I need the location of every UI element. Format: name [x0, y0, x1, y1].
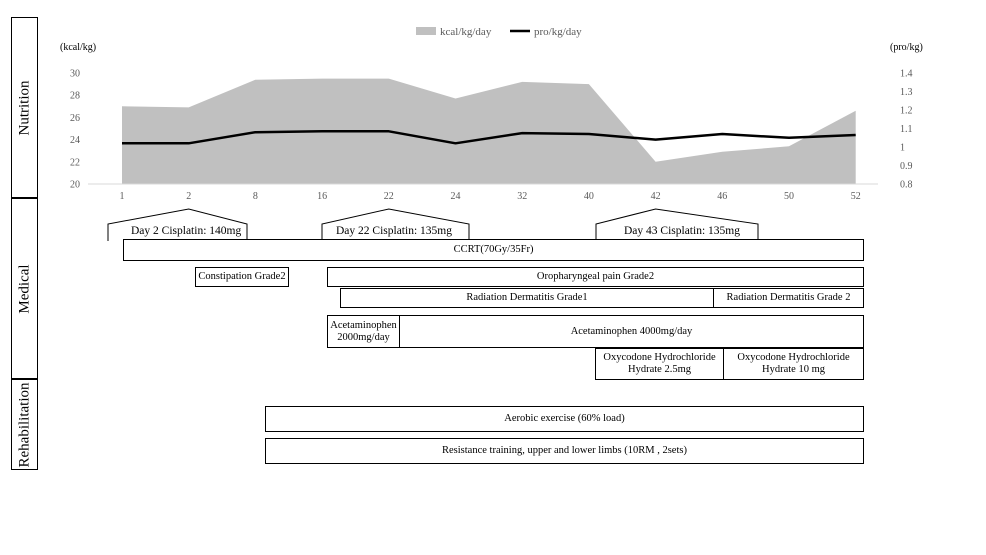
x-tick-label: 42: [650, 191, 661, 202]
acetaminophen-4000-bar: Acetaminophen 4000mg/day: [400, 315, 864, 348]
y-left-tick-label: 30: [70, 68, 80, 80]
cisplatin-dose-2: Day 22 Cisplatin: 135mg: [336, 225, 452, 237]
x-tick-label: 8: [252, 191, 258, 202]
y-left-tick-label: 22: [70, 157, 80, 169]
x-tick-label: 1: [119, 191, 125, 202]
oxycodone-2-5mg-bar: Oxycodone Hydrochloride Hydrate 2.5mg: [595, 348, 724, 380]
legend-protein-label: pro/kg/day: [534, 26, 582, 38]
y-left-tick-label: 24: [70, 135, 80, 147]
ccrt-bar: CCRT(70Gy/35Fr): [123, 239, 864, 261]
legend-kcal-swatch: [416, 27, 436, 35]
medical-label: Medical: [16, 263, 32, 314]
radiation-dermatitis-grade2-bar: Radiation Dermatitis Grade 2: [714, 288, 864, 308]
oropharyngeal-pain-bar: Oropharyngeal pain Grade2: [327, 267, 864, 287]
y-left-tick-label: 28: [70, 90, 80, 102]
y-right-tick-label: 1: [900, 142, 905, 154]
cisplatin-dose-3: Day 43 Cisplatin: 135mg: [624, 225, 740, 237]
oxycodone-10mg-bar: Oxycodone Hydrochloride Hydrate 10 mg: [724, 348, 864, 380]
x-tick-label: 46: [717, 191, 728, 202]
radiation-dermatitis-grade1-bar: Radiation Dermatitis Grade1: [340, 288, 714, 308]
y-right-tick-label: 1.3: [900, 87, 913, 98]
y-right-tick-label: 1.4: [900, 68, 913, 80]
y-right-tick-label: 0.9: [900, 161, 913, 172]
x-tick-label: 2: [186, 191, 192, 202]
x-tick-label: 16: [317, 191, 328, 202]
y-left-axis-label: (kcal/kg): [60, 42, 97, 53]
constipation-bar: Constipation Grade2: [195, 267, 289, 287]
x-tick-label: 32: [517, 191, 528, 202]
y-right-tick-label: 1.1: [900, 124, 913, 135]
x-tick-label: 24: [450, 191, 461, 202]
cisplatin-dose-1: Day 2 Cisplatin: 140mg: [131, 225, 242, 237]
y-right-tick-label: 0.8: [900, 179, 913, 191]
legend-kcal-label: kcal/kg/day: [440, 26, 492, 38]
x-tick-label: 40: [583, 191, 594, 202]
nutrition-label: Nutrition: [16, 80, 32, 135]
y-left-tick-label: 26: [70, 112, 80, 124]
y-left-tick-label: 20: [70, 179, 80, 191]
y-right-axis-label: (pro/kg): [890, 42, 923, 53]
x-tick-label: 22: [383, 191, 394, 202]
acetaminophen-2000-bar: Acetaminophen 2000mg/day: [327, 315, 400, 348]
x-tick-label: 52: [850, 191, 861, 202]
aerobic-exercise-bar: Aerobic exercise (60% load): [265, 406, 864, 432]
kcal-area-series: [122, 79, 856, 184]
y-right-tick-label: 1.2: [900, 105, 913, 117]
rehabilitation-label: Rehabilitation: [16, 382, 32, 467]
resistance-training-bar: Resistance training, upper and lower limbs (10RM , 2sets): [265, 438, 864, 464]
x-tick-label: 50: [784, 191, 794, 202]
